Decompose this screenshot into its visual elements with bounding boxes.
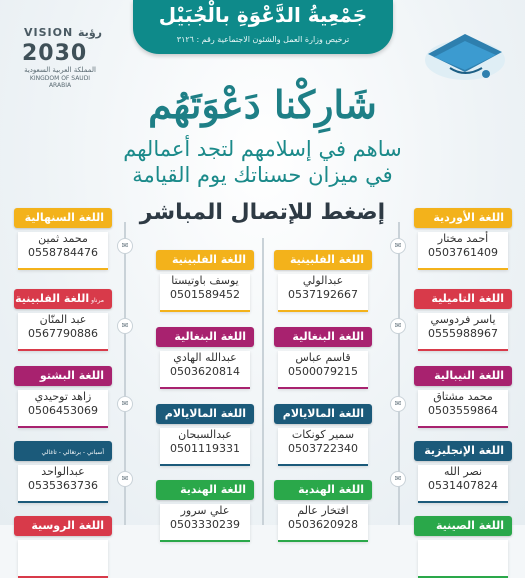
contact-name: عبدالسبحان: [178, 428, 232, 441]
phone-number[interactable]: 0537192667: [288, 288, 358, 301]
phone-number[interactable]: 0501119331: [170, 442, 240, 455]
contact-name: عبدالولي: [302, 274, 344, 287]
contact-card[interactable]: [14, 289, 112, 351]
contact-name: محمد ثمين: [38, 232, 88, 245]
contact-card[interactable]: [414, 366, 512, 428]
call-to-action: إضغط للإتصال المباشر: [139, 200, 386, 225]
contact-name: عبدالواحد: [41, 465, 85, 478]
contact-details[interactable]: [18, 540, 108, 578]
contact-name: قاسم عباس: [295, 351, 351, 364]
language-name: اللغة التاميلية: [431, 292, 504, 305]
contact-name: عبد المنّان: [39, 313, 87, 326]
contact-card[interactable]: [414, 516, 512, 578]
language-name: اللغة المالايالام: [164, 407, 246, 420]
language-name: اللغة الروسية: [31, 519, 104, 532]
contact-card[interactable]: [14, 208, 112, 270]
contact-details[interactable]: [18, 390, 108, 428]
contact-name: نصر الله: [443, 465, 483, 478]
contact-details[interactable]: [160, 274, 250, 312]
contact-name: علي سرور: [180, 504, 230, 517]
phone-number[interactable]: 0503620814: [170, 365, 240, 378]
contact-details[interactable]: [18, 313, 108, 351]
contact-name: سمير كونكات: [291, 428, 355, 441]
language-name: اللغة الفلبينية: [15, 292, 90, 305]
phone-number[interactable]: 0535363736: [28, 479, 98, 492]
contact-details[interactable]: [418, 390, 508, 428]
language-label: [414, 516, 512, 536]
contact-details[interactable]: [160, 428, 250, 466]
phone-number[interactable]: 0500079215: [288, 365, 358, 378]
contact-details[interactable]: [418, 232, 508, 270]
language-label: [414, 289, 512, 309]
message-icon: ✉: [117, 238, 133, 254]
contact-details[interactable]: [18, 232, 108, 270]
vision-country-english: KINGDOM OF SAUDI ARABIA: [29, 75, 91, 89]
language-name: اللغة المالايالام: [282, 407, 364, 420]
language-label: [274, 327, 372, 347]
main-title: شَارِكْنا دَعْوَتَهُم: [148, 82, 377, 127]
center-timeline: [262, 238, 264, 525]
contact-card[interactable]: [414, 289, 512, 351]
contact-name: ياسر فردوسي: [430, 313, 496, 326]
contact-card[interactable]: [156, 250, 254, 312]
language-label: [156, 404, 254, 424]
contact-card[interactable]: [156, 327, 254, 389]
vision-year: 2030: [22, 41, 88, 66]
contact-name: زاهد توحيدي: [34, 390, 92, 403]
language-label: [156, 480, 254, 500]
message-icon: ✉: [390, 471, 406, 487]
association-logo-icon: [420, 24, 510, 86]
contact-name: أحمد مختار: [437, 232, 489, 245]
language-name: اللغة النيبالية: [434, 369, 504, 382]
language-name: اللغة الفلبينية: [289, 253, 364, 266]
contact-details[interactable]: [160, 351, 250, 389]
language-label: [414, 366, 512, 386]
language-name: اللغة البشتو: [39, 369, 104, 382]
contact-name: يوسف باوتيستا: [171, 274, 239, 287]
phone-number[interactable]: 0503722340: [288, 442, 358, 455]
association-title: جَمْعِيةُ الدَّعْوَةِ بالْجُبَيْل: [158, 3, 368, 27]
language-name: اللغة الإنجليزية: [424, 444, 504, 457]
contact-card[interactable]: [274, 480, 372, 542]
contact-details[interactable]: [278, 274, 368, 312]
contact-card[interactable]: [14, 516, 112, 578]
license-text: ترخيص وزارة العمل والشئون الاجتماعية رقم : ٣١٢٦: [176, 35, 350, 44]
language-name: اللغة الأوردية: [433, 211, 504, 224]
language-label: [14, 366, 112, 386]
contact-card[interactable]: [14, 441, 112, 503]
language-label: [14, 441, 112, 461]
contact-card[interactable]: [14, 366, 112, 428]
message-icon: ✉: [117, 471, 133, 487]
message-icon: ✉: [390, 396, 406, 412]
language-name: اللغة الهندية: [180, 483, 246, 496]
language-label: [274, 404, 372, 424]
phone-number[interactable]: 0503559864: [428, 404, 498, 417]
phone-number[interactable]: 0506453069: [28, 404, 98, 417]
contact-details[interactable]: [278, 351, 368, 389]
contact-card[interactable]: [156, 480, 254, 542]
contact-card[interactable]: [414, 208, 512, 270]
contact-details[interactable]: [278, 428, 368, 466]
subtitle-line-2: في ميزان حسناتك يوم القيامة: [132, 163, 393, 187]
subtitle-line-1: ساهم في إسلامهم لتجد أعمالهم: [123, 137, 402, 161]
phone-number[interactable]: 0503330239: [170, 518, 240, 531]
phone-number[interactable]: 0503620928: [288, 518, 358, 531]
language-name: اللغة الفلبينية: [171, 253, 246, 266]
phone-number[interactable]: 0555988967: [428, 327, 498, 340]
language-label: [156, 250, 254, 270]
language-label: [414, 208, 512, 228]
phone-number[interactable]: 0531407824: [428, 479, 498, 492]
contact-card[interactable]: [414, 441, 512, 503]
contact-name: افتخار عالم: [297, 504, 349, 517]
contact-details[interactable]: [418, 540, 508, 578]
language-name: اللغة الهندية: [298, 483, 364, 496]
contact-name: محمد مشتاق: [433, 390, 493, 403]
language-extra: أسباني - برتغالي - تاغالي: [41, 449, 104, 456]
language-extra: مرناو: [89, 297, 104, 304]
message-icon: ✉: [390, 318, 406, 334]
language-label: [274, 480, 372, 500]
phone-number[interactable]: 0558784476: [28, 246, 98, 259]
message-icon: ✉: [117, 318, 133, 334]
contact-card[interactable]: [274, 250, 372, 312]
language-label: [156, 327, 254, 347]
phone-number[interactable]: 0503761409: [428, 246, 498, 259]
language-label: [414, 441, 512, 461]
language-name: اللغة السنهالية: [24, 211, 104, 224]
contact-card[interactable]: [156, 404, 254, 466]
language-name: اللغة البنغالية: [174, 330, 246, 343]
contact-details[interactable]: [160, 504, 250, 542]
message-icon: ✉: [117, 396, 133, 412]
message-icon: ✉: [390, 238, 406, 254]
language-label: [14, 289, 112, 309]
language-label: [274, 250, 372, 270]
contact-name: عبدالله الهادي: [173, 351, 237, 364]
language-name: اللغة الصينية: [436, 519, 504, 532]
contact-details[interactable]: [18, 465, 108, 503]
contact-card[interactable]: [274, 327, 372, 389]
language-label: [14, 208, 112, 228]
language-name: اللغة البنغالية: [292, 330, 364, 343]
phone-number[interactable]: 0567790886: [28, 327, 98, 340]
contact-details[interactable]: [418, 313, 508, 351]
phone-number[interactable]: 0501589452: [170, 288, 240, 301]
language-label: [14, 516, 112, 536]
contact-card[interactable]: [274, 404, 372, 466]
contact-details[interactable]: [278, 504, 368, 542]
vision-title: VISION رؤية: [24, 26, 102, 39]
contact-details[interactable]: [418, 465, 508, 503]
vision-country-arabic: المملكة العربية السعودية: [24, 66, 96, 74]
